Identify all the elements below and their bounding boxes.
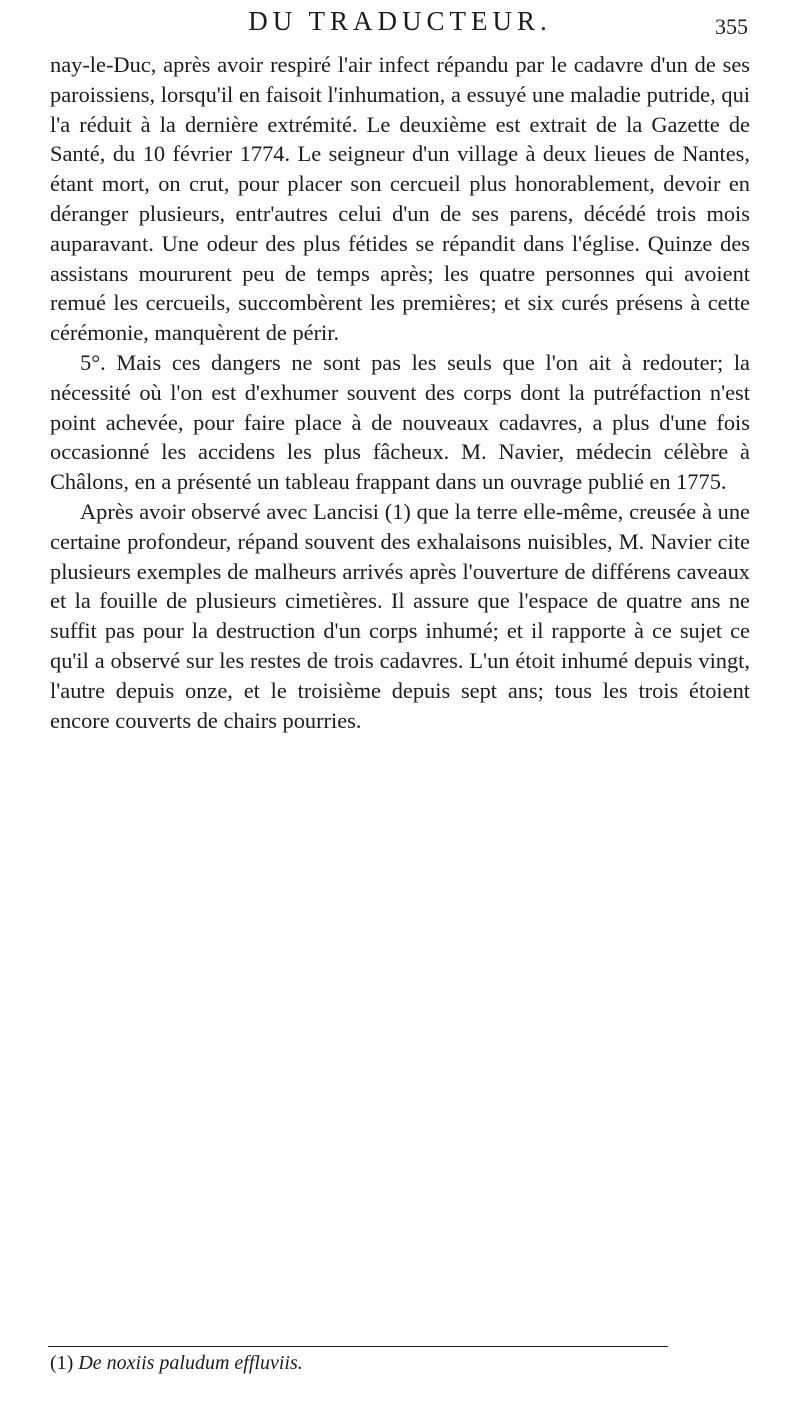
footnote-marker: (1): [50, 1352, 74, 1374]
paragraph-continued: nay-le-Duc, après avoir respiré l'air infect répandu par le cadavre d'un de ses paroissiens, lorsqu'il en faisoit l'inhumation, a essuyé une maladie putride, qui l'a réduit à la dernière extrémité. Le deuxième est extrait de la Gazette de Santé, du 10 février 1774. Le seigneur d'un village à deux lieues de Nantes, étant mort, on crut, pour placer son cercueil plus honorablement, devoir en déranger plusieurs, entr'autres celui d'un de ses parens, décédé trois mois auparavant. Une odeur des plus fétides se répandit dans l'église. Quinze des assistans moururent peu de temps après; les quatre personnes qui avoient remué les cercueils, succombèrent les premières; et six curés présens à cette cérémonie, manquèrent de périr.: [50, 52, 750, 346]
running-head: [0, 6, 800, 44]
paragraph-lancisi: Après avoir observé avec Lancisi (1) que la terre elle-même, creusée à une certaine profondeur, répand souvent des exhalaisons nuisibles, M. Navier cite plusieurs exemples de malheurs arrivés après l'ouverture de différens caveaux et la fouille de plusieurs cimetières. Il assure que l'espace de quatre ans ne suffit pas pour la destruction d'un corps inhumé; et il rapporte à ce sujet ce qu'il a observé sur les restes de trois cadavres. L'un étoit inhumé depuis vingt, l'autre depuis onze, et le troisième depuis sept ans; tous les trois étoient encore couverts de chairs pourries.: [50, 498, 750, 733]
footnote-divider: [48, 1346, 668, 1347]
page-number: 355: [715, 14, 748, 39]
main-text: [50, 50, 750, 735]
paragraph-dangers: 5°. Mais ces dangers ne sont pas les seuls que l'on ait à redouter; la nécessité où l'on est d'exhumer souvent des corps dont la putréfaction n'est point achevée, pour faire place à de nouveaux cadavres, a plus d'une fois occasionné les accidens les plus fâcheux. M. Navier, médecin célèbre à Châlons, en a présenté un tableau frappant dans un ouvrage publié en 1775.: [50, 349, 750, 495]
footnote-text: De noxiis paludum effluviis.: [78, 1352, 303, 1374]
footnote: [50, 1352, 750, 1375]
running-title: DU TRADUCTEUR.: [248, 6, 552, 36]
